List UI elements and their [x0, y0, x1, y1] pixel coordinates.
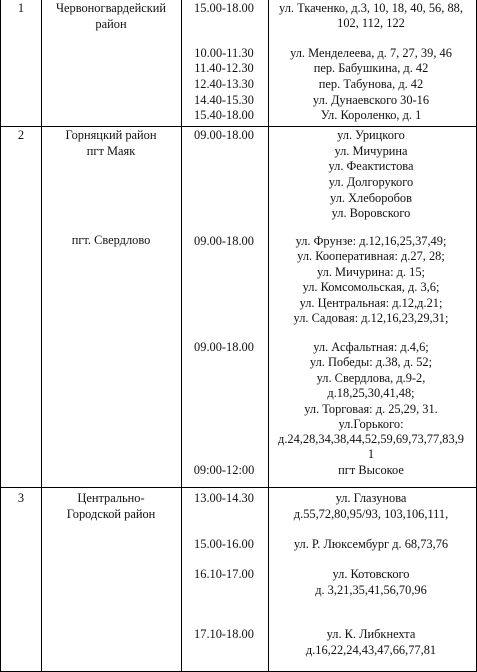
- district-name: Центрально-: [77, 491, 145, 505]
- address-line: ул. Менделеева, д. 7, 27, 39, 46: [290, 46, 452, 60]
- time-slot: 15.00-16.00: [194, 537, 254, 551]
- address-line: ул.Горького:: [338, 417, 404, 431]
- time-slot: 13.00-14.30: [194, 491, 254, 505]
- time-slot: 10.00-11.30: [194, 46, 254, 60]
- district-name: пгт Маяк: [86, 144, 136, 158]
- grid-hline: [0, 487, 477, 488]
- time-slot: 09.00-18.00: [194, 340, 254, 354]
- time-slot: 16.10-17.00: [194, 567, 254, 581]
- time-slot: 09.00-18.00: [194, 234, 254, 248]
- address-line: ул. Кооперативная: д.27, 28;: [297, 249, 445, 263]
- address-line: пер. Бабушкина, д. 42: [313, 61, 429, 75]
- address-line: Ул. Короленко, д. 1: [320, 108, 422, 122]
- address-line: ул. Феактистова: [328, 159, 414, 173]
- district-name: Городской район: [66, 507, 156, 521]
- address-line: д.24,28,34,38,44,52,59,69,73,77,83,9: [278, 432, 464, 446]
- time-slot: 14.40-15.30: [194, 93, 254, 107]
- address-line: д.16,22,24,43,47,66,77,81: [305, 643, 437, 657]
- time-slot: 12.40-13.30: [194, 77, 254, 91]
- district-name: Горняцкий район: [65, 128, 157, 142]
- address-line: ул. Мичурина: [334, 144, 408, 158]
- time-slot: 17.10-18.00: [194, 627, 254, 641]
- address-line: 1: [367, 447, 375, 461]
- address-line: ул. Долгорукого: [328, 175, 414, 189]
- address-line: ул. Мичурина: д. 15;: [317, 265, 425, 279]
- address-line: ул. Глазунова: [335, 491, 407, 505]
- address-line: ул. Садовая: д.12,16,23,29,31;: [293, 311, 449, 325]
- address-line: ул. Р. Люксембург д. 68,73,76: [293, 537, 449, 551]
- address-line: ул. К. Либкнехта: [326, 627, 416, 641]
- address-line: пгт Высокое: [338, 463, 404, 477]
- address-line: ул. Комсомольская, д. 3,6;: [302, 280, 440, 294]
- row-number: 3: [17, 491, 25, 505]
- address-line: ул. Свердлова, д.9-2,: [316, 371, 426, 385]
- address-line: ул. Торговая: д. 25,29, 31.: [304, 402, 438, 416]
- row-number: 2: [17, 128, 25, 142]
- time-slot: 09:00-12:00: [193, 463, 255, 477]
- address-line: д. 3,21,35,41,56,70,96: [315, 583, 427, 597]
- address-line: пер. Табунова, д. 42: [318, 77, 424, 91]
- address-line: ул. Котовского: [332, 567, 410, 581]
- address-line: ул. Урицкого: [337, 128, 405, 142]
- time-slot: 15.00-18.00: [194, 1, 254, 15]
- address-line: ул. Воровского: [331, 206, 411, 220]
- time-slot: 11.40-12.30: [194, 61, 254, 75]
- address-line: ул. Дунаевского 30-16: [312, 93, 430, 107]
- district-name: Червоногвардейский: [55, 1, 167, 15]
- row-number: 1: [17, 1, 25, 15]
- address-line: ул. Хлеборобов: [330, 191, 412, 205]
- address-line: д.18,25,30,41,48;: [327, 386, 415, 400]
- grid-vline: [0, 0, 1, 672]
- address-line: ул. Центральная: д.12,д.21;: [299, 296, 443, 310]
- address-line: 102, 112, 122: [337, 16, 405, 30]
- time-slot: 09.00-18.00: [194, 128, 254, 142]
- subdistrict-name: пгт. Свердлово: [71, 233, 151, 247]
- time-slot: 15.40-18.00: [194, 108, 254, 122]
- address-line: ул. Победы: д.38, д. 52;: [309, 355, 433, 369]
- address-line: д.55,72,80,95/93, 103,106,111,: [293, 507, 449, 521]
- grid-vline: [181, 0, 182, 672]
- address-line: ул. Асфальтная: д.4,6;: [313, 340, 429, 354]
- address-line: ул. Ткаченко, д.3, 10, 18, 40, 56, 88,: [279, 1, 463, 15]
- district-name: район: [95, 17, 127, 31]
- grid-vline: [268, 0, 269, 672]
- address-line: ул. Фрунзе: д.12,16,25,37,49;: [295, 234, 447, 248]
- grid-vline: [41, 0, 42, 672]
